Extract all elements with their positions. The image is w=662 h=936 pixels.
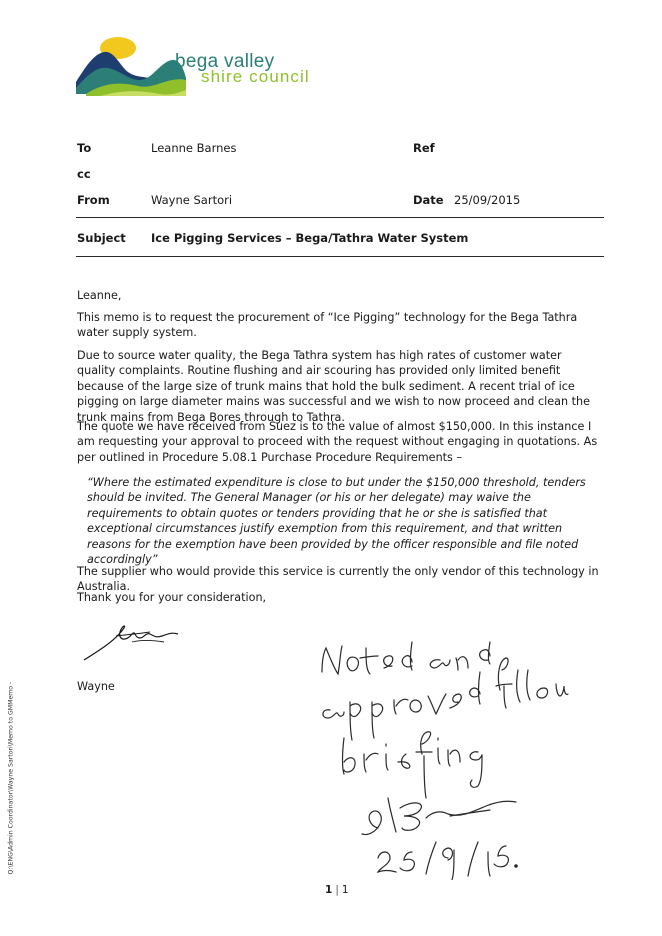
paragraph-1: This memo is to request the procurement of “Ice Pigging” technology for the Bega Tathra water supply system. [77,311,578,340]
logo-subtitle: shire council [201,67,310,86]
cc-label: cc [77,167,91,181]
paragraph-3: The quote we have received from Suez is to the value of almost $150,000. In this instance I am requesting your approval to proceed with the request without engaging in quotations. As per outlined in Procedure 5.08.1 Purchase Procedure Requirements – [77,420,598,464]
subject-label: Subject [77,231,126,245]
paragraph-4: The supplier who would provide this service is currently the only vendor of this technology in Australia. [77,565,599,594]
signature-image [80,620,190,662]
handwritten-approval-note [300,630,570,880]
page-number: 1 | 1 [325,884,349,896]
paragraph-2: Due to source water quality, the Bega Tathra system has high rates of customer water quality complaints. Routine flushing and air scouring has provided only limited benefit because of the large size of trunk mains that hold the bulk sediment. A recent trial of ice pigging on large diameter mains was successful and we wish to now proceed and clean the trunk mains from Bega Bores through to Tathra. [77,349,590,424]
to-label: To [77,141,92,155]
subject-divider [76,256,604,257]
hills-logo-icon [76,36,186,96]
signoff-name: Wayne [77,680,115,693]
logo-name: bega valley [175,51,275,72]
ref-label: Ref [413,141,435,155]
page-total: 1 [341,884,349,896]
closing-line: Thank you for your consideration, [77,591,267,604]
from-label: From [77,193,110,207]
date-label: Date [413,193,444,207]
salutation: Leanne, [77,289,122,302]
header-divider [76,217,604,218]
from-value: Wayne Sartori [151,193,233,207]
file-path: Q:\ENG\Admin Coordinator\Wayne Sartori\Memo to GMMemo - [7,681,15,875]
procedure-quote: “Where the estimated expenditure is close to but under the $150,000 threshold, tenders should be invited. The General Manager (or his or her delegate) may waive the requirements to obtain quotes or tenders providing that he or she is satisfied that exceptional circumstances justify exemption from this requirement, and that written reasons for the exemption have been provided by the officer responsible and file noted accordingly” [87,476,586,567]
page-current: 1 [325,884,333,896]
date-value: 25/09/2015 [454,193,521,207]
to-value: Leanne Barnes [151,141,237,155]
subject-value: Ice Pigging Services – Bega/Tathra Water System [151,231,469,245]
